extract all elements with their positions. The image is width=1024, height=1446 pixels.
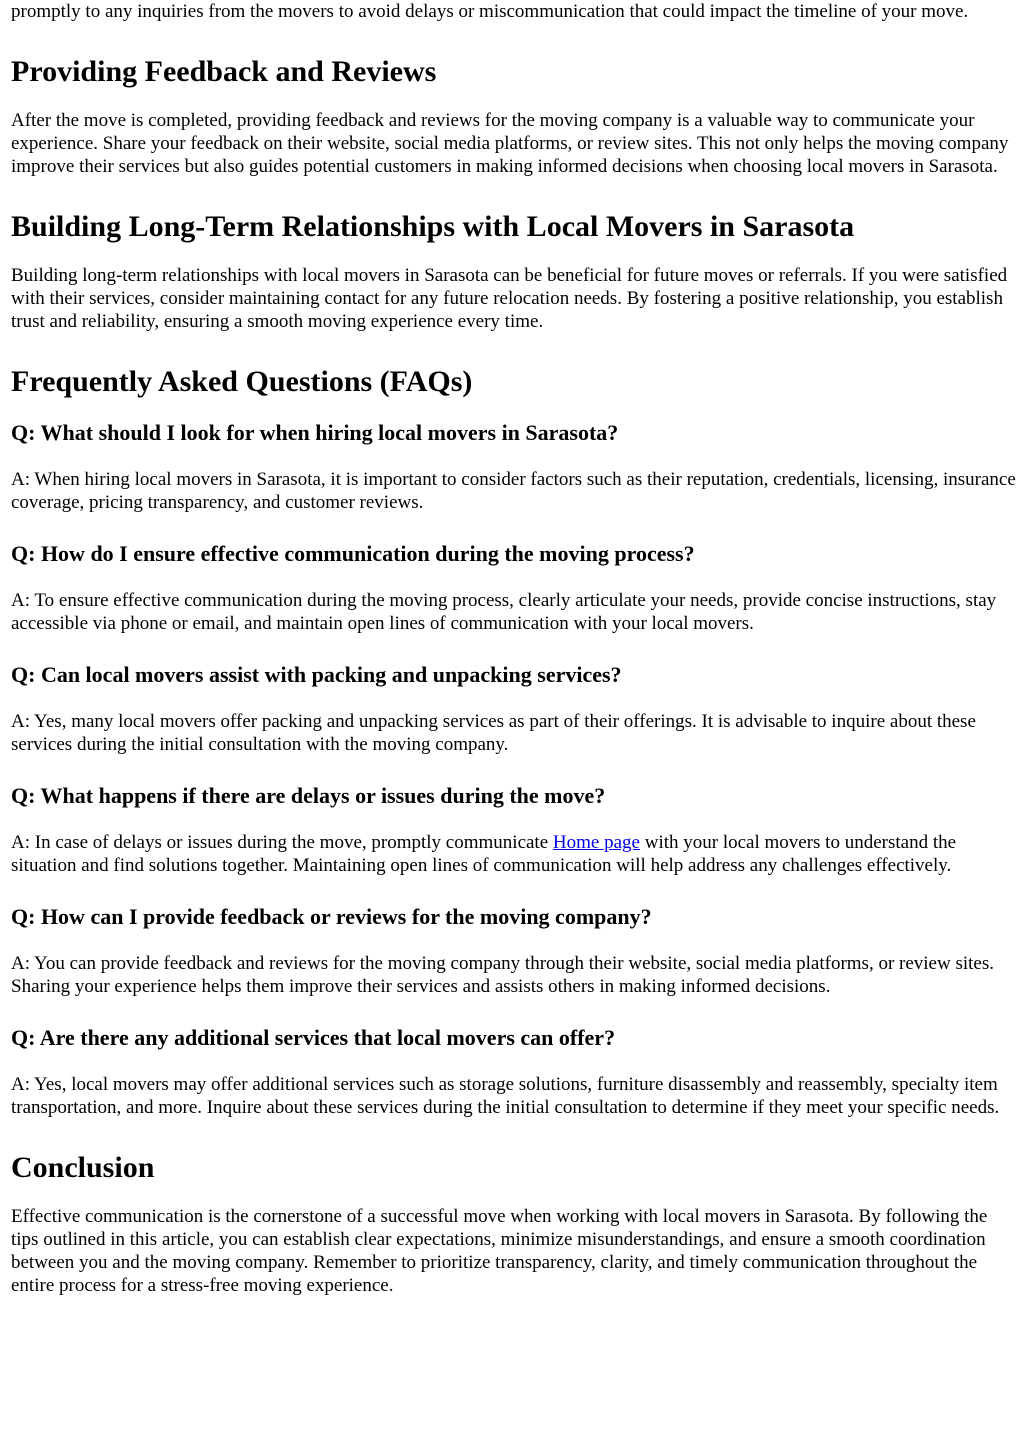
relationships-body: Building long-term relationships with local movers in Sarasota can be beneficial for future moves or referrals. If you were satisfied with their services, consider maintaining contact for any future relocation needs. By fostering a positive relationship, you establish trust and reliability, ensuring a smooth moving experience every time. [11, 265, 1008, 332]
intro-fragment: promptly to any inquiries from the movers to avoid delays or miscommunication that could impact the timeline of your move. [11, 1, 969, 22]
faq-question-4: Q: What happens if there are delays or issues during the move? [11, 783, 606, 808]
faq-answer-3: A: Yes, many local movers offer packing and unpacking services as part of their offerings. It is advisable to inquire about these services during the initial consultation with the moving company. [11, 711, 976, 755]
faq-answer-1: A: When hiring local movers in Sarasota, it is important to consider factors such as their reputation, credentials, licensing, insurance coverage, pricing transparency, and customer reviews. [11, 469, 1016, 513]
feedback-body: After the move is completed, providing feedback and reviews for the moving company is a valuable way to communicate your experience. Share your feedback on their website, social media platforms, or review sites. This not only helps the moving company improve their services but also guides potential customers in making informed decisions when choosing local movers in Sarasota. [11, 110, 1009, 177]
faq-question-2: Q: How do I ensure effective communication during the moving process? [11, 541, 695, 566]
faq-question-1: Q: What should I look for when hiring local movers in Sarasota? [11, 420, 619, 445]
conclusion-heading: Conclusion [11, 1151, 155, 1184]
faq-answer-4 [11, 831, 1019, 877]
faq-answer-5: A: You can provide feedback and reviews for the moving company through their website, social media platforms, or review sites. Sharing your experience helps them improve their services and assists others in making informed decisions. [11, 953, 994, 997]
relationships-heading: Building Long-Term Relationships with Local Movers in Sarasota [11, 210, 855, 243]
faq-heading: Frequently Asked Questions (FAQs) [11, 365, 473, 398]
faq-answer-4-before-link: A: In case of delays or issues during the move, promptly communicate [11, 832, 553, 853]
faq-question-6: Q: Are there any additional services that local movers can offer? [11, 1025, 616, 1050]
faq-answer-2: A: To ensure effective communication during the moving process, clearly articulate your needs, provide concise instructions, stay accessible via phone or email, and maintain open lines of communication with your local movers. [11, 590, 997, 634]
faq-answer-6: A: Yes, local movers may offer additional services such as storage solutions, furniture disassembly and reassembly, specialty item transportation, and more. Inquire about these services during the initial consultation to determine if they meet your specific needs. [11, 1074, 1000, 1118]
home-page-link[interactable]: Home page [552, 832, 640, 853]
feedback-heading: Providing Feedback and Reviews [11, 55, 437, 88]
faq-question-5: Q: How can I provide feedback or reviews for the moving company? [11, 904, 652, 929]
article-content [11, 0, 1019, 1297]
conclusion-body: Effective communication is the cornerstone of a successful move when working with local movers in Sarasota. By following the tips outlined in this article, you can establish clear expectations, minimize misunderstandings, and ensure a smooth coordination between you and the moving company. Remember to prioritize transparency, clarity, and timely communication throughout the entire process for a stress-free moving experience. [11, 1206, 988, 1296]
faq-answer-4-after-link: with your local movers to understand the situation and find solutions together. Maintaining open lines of communication will help address any challenges effectively. [11, 832, 957, 876]
faq-question-3: Q: Can local movers assist with packing and unpacking services? [11, 662, 622, 687]
